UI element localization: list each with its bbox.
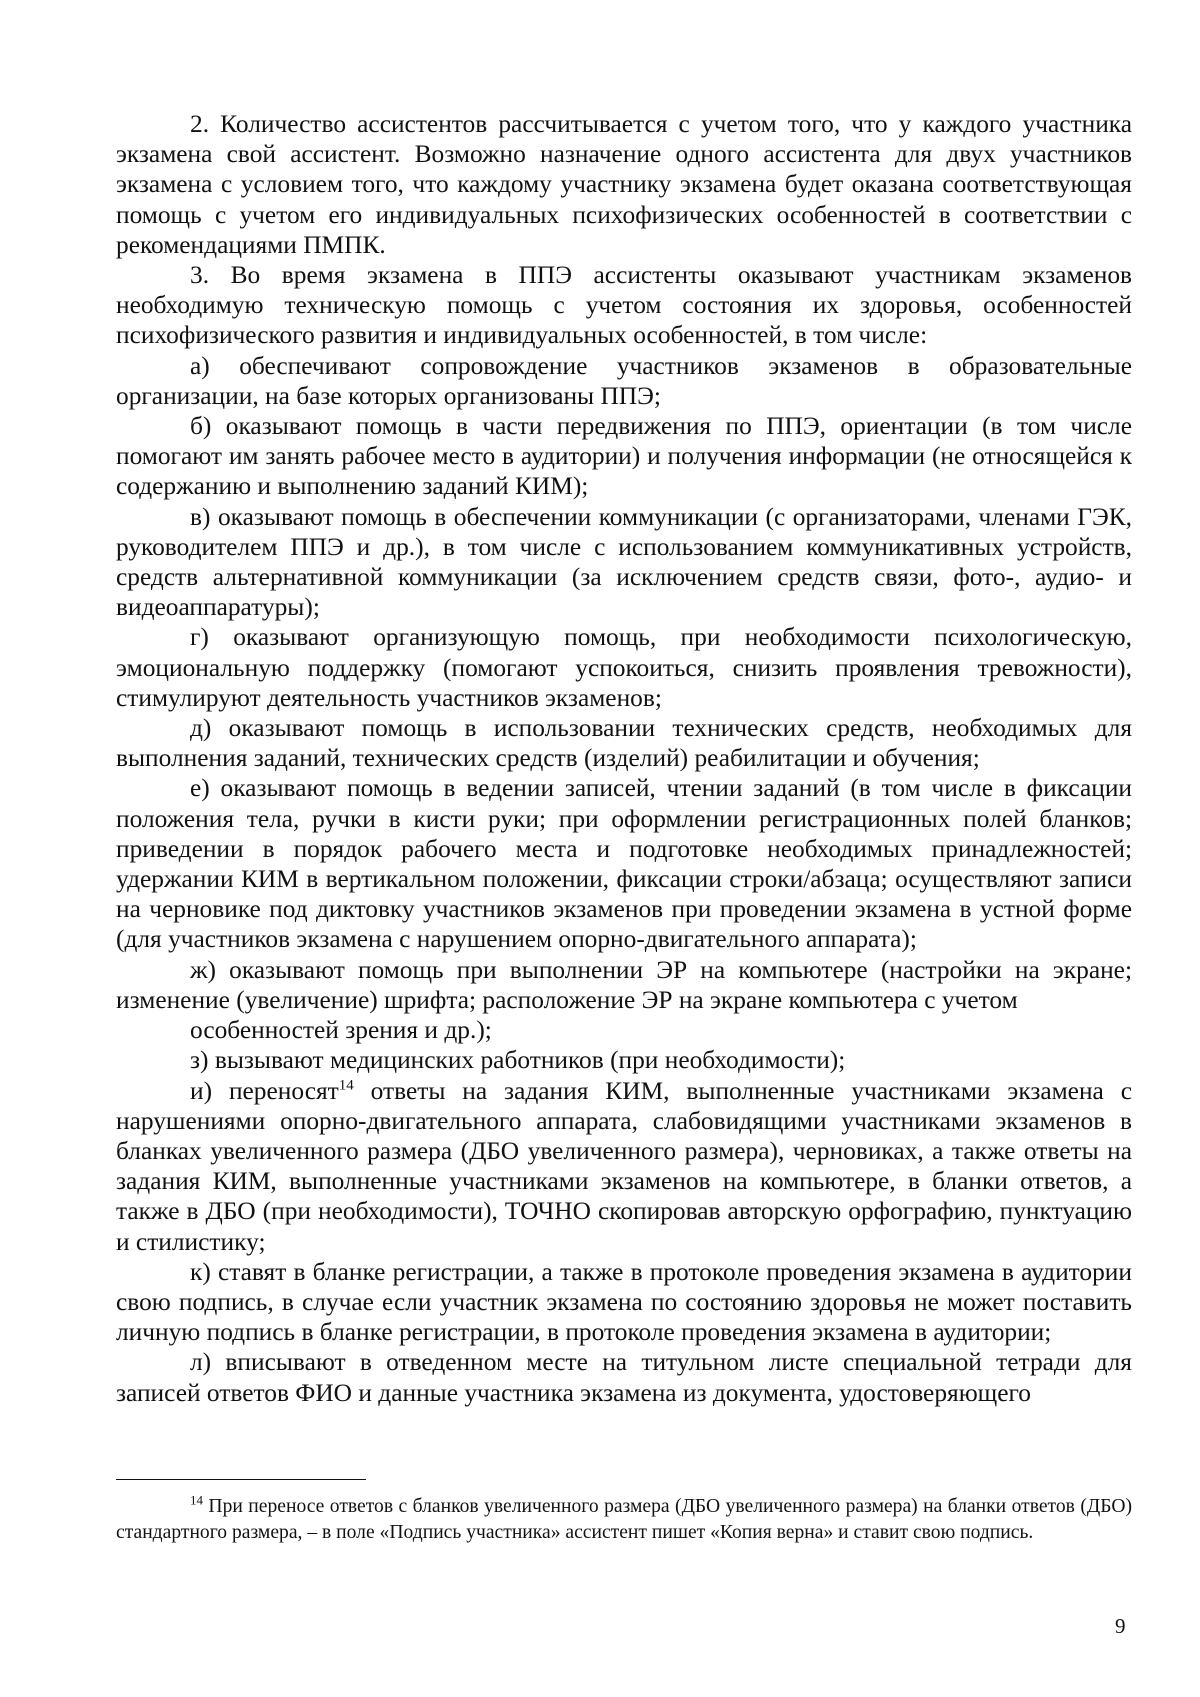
item-g: г) оказывают организующую помощь, при необходимости психологическую, эмоциональную поддержку (помогают успокоиться, снизить проявления тревожности), стимулируют деятельность участников экзаменов; [116,623,1132,712]
item-d: д) оказывают помощь в использовании технических средств, необходимых для выполнения заданий, технических средств (изделий) реабилитации и обучения; [116,714,1132,773]
item-k: к) ставят в бланке регистрации, а также в протоколе проведения экзамена в аудитории свою подпись, в случае если участник экзамена по состоянию здоровья не может поставить личную подпись в бланке регистрации, в протоколе проведения экзамена в аудитории; [116,1257,1132,1347]
main-text [116,109,1132,1408]
item-l: л) вписывают в отведенном месте на титульном листе специальной тетради для записей ответов ФИО и данные участника экзамена из документа, удостоверяющего [116,1348,1132,1407]
item-e: е) оказывают помощь в ведении записей, чтении заданий (в том числе в фиксации положения тела, ручки в кисти руки; при оформлении регистрационных полей бланков; приведении в порядок рабочего места и подготовке необходимых принадлежностей; удержании КИМ в вертикальном положении, фиксации строки/абзаца; осуществляют записи на черновике под диктовку участников экзаменов при проведении экзамена в устной форме (для участников экзамена с нарушением опорно-двигательного аппарата); [116,774,1132,954]
footnote-text: При переносе ответов с бланков увеличенного размера (ДБО увеличенного размера) на бланки ответов (ДБО) стандартного размера, – в поле «Подпись участника» ассистент пишет «Копия верна» и ставит свою подпись. [116,1496,1132,1543]
item-a: а) обеспечивают сопровождение участников экзаменов в образовательные организации, на базе которых организованы ППЭ; [116,351,1132,410]
footnote [116,1494,1132,1545]
paragraph-2: 2. Количество ассистентов рассчитывается с учетом того, что у каждого участника экзамена свой ассистент. Возможно назначение одного ассистента для двух участников экзамена с условием того, что каждому участнику экзамена будет оказана соответствующая помощь с учетом его индивидуальных психофизических особенностей в соответствии с рекомендациями ПМПК. [116,110,1132,259]
item-i-rest: ответы на задания КИМ, выполненные участниками экзамена с нарушениями опорно-двигательного аппарата, слабовидящими участниками экзаменов в бланках увеличенного размера (ДБО увеличенного размера), черновиках, а также ответы на задания КИМ, выполненные участниками экзаменов на компьютере, в бланки ответов, а также в ДБО (при необходимости), ТОЧНО скопировав авторскую орфографию, пунктуацию и стилистику; [116,1076,1132,1256]
item-zh-continuation: особенностей зрения и др.); [190,1016,492,1045]
page-number: 9 [1115,1614,1126,1638]
footnote-reference: 14 [338,1077,354,1094]
item-i [116,1076,1132,1257]
footnote-number: 14 [190,1492,203,1508]
footnote-separator [116,1479,366,1480]
paragraph-3: 3. Во время экзамена в ППЭ ассистенты оказывают участникам экзаменов необходимую техническую помощь с учетом состояния их здоровья, особенностей психофизического развития и индивидуальных особенностей, в том числе: [116,261,1132,350]
item-v: в) оказывают помощь в обеспечении коммуникации (с организаторами, членами ГЭК, руководителем ППЭ и др.), в том числе с использованием коммуникативных устройств, средств альтернативной коммуникации (за исключением средств связи, фото-, аудио- и видеоаппаратуры); [116,502,1132,622]
item-b: б) оказывают помощь в части передвижения по ППЭ, ориентации (в том числе помогают им занять рабочее место в аудитории) и получения информации (не относящейся к содержанию и выполнению заданий КИМ); [116,412,1132,501]
item-zh: ж) оказывают помощь при выполнении ЭР на компьютере (настройки на экране; изменение (увеличение) шрифта; расположение ЭР на экране компьютера с учетом [116,955,1132,1014]
item-i-start: и) переносят [190,1076,339,1105]
item-z: з) вызывают медицинских работников (при необходимости); [190,1046,846,1075]
